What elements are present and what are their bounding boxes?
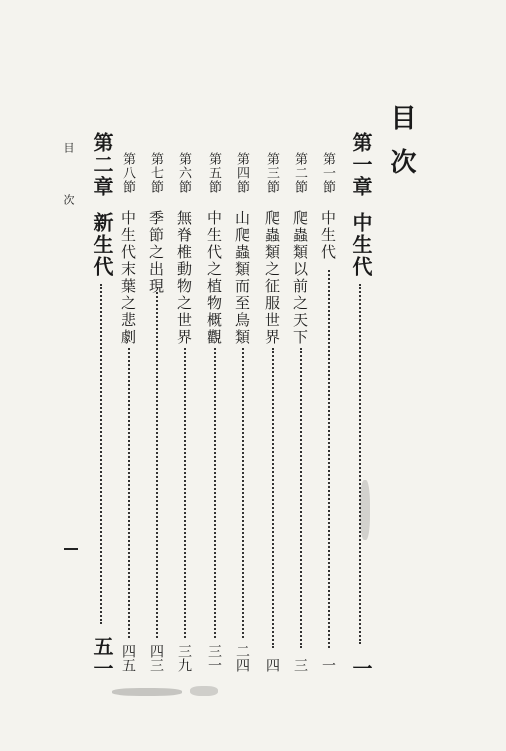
- section-entry: [318, 152, 338, 672]
- section-entry: [262, 152, 282, 672]
- section-title: 季節之出現: [147, 210, 165, 295]
- leader-dots: [272, 348, 274, 648]
- page-number: 三一: [206, 644, 222, 672]
- section-title: 中生代末葉之悲劇: [119, 210, 137, 346]
- page-mark: [64, 548, 78, 550]
- ink-smudge: [360, 480, 370, 540]
- section-label: 第一節: [320, 152, 335, 194]
- section-title: 中生代之植物概觀: [205, 210, 223, 346]
- section-entry: [118, 152, 138, 672]
- page-number: 一: [320, 658, 336, 672]
- page-number: 三九: [176, 644, 192, 672]
- running-header: 目 次: [62, 142, 75, 219]
- leader-dots: [300, 348, 302, 648]
- section-entry: [232, 152, 252, 672]
- leader-dots: [128, 348, 130, 638]
- leader-dots: [214, 348, 216, 638]
- chapter-title: 中生代: [349, 212, 373, 278]
- section-entry: [174, 152, 194, 672]
- chapter-label: 第一章: [349, 132, 373, 198]
- section-title: 爬蟲類之征服世界: [263, 210, 281, 346]
- toc-title: 目次: [386, 104, 416, 192]
- page-number: 三: [292, 658, 308, 672]
- section-label: 第八節: [120, 152, 135, 194]
- ink-smudge: [190, 686, 218, 696]
- section-entry: [290, 152, 310, 672]
- section-title: 中生代: [319, 210, 337, 261]
- page-number: 四三: [148, 644, 164, 672]
- leader-dots: [242, 348, 244, 638]
- chapter-title: 新生代: [90, 212, 114, 278]
- page-number: 四五: [120, 644, 136, 672]
- section-label: 第五節: [206, 152, 221, 194]
- section-label: 第四節: [234, 152, 249, 194]
- section-label: 第六節: [176, 152, 191, 194]
- section-title: 山爬蟲類而至鳥類: [233, 210, 251, 346]
- page-number: 五一: [90, 636, 114, 680]
- section-label: 第七節: [148, 152, 163, 194]
- leader-dots: [100, 284, 102, 624]
- page-number: 二四: [234, 644, 250, 672]
- leader-dots: [156, 292, 158, 638]
- ink-smudge: [112, 688, 182, 696]
- section-title: 爬蟲類以前之天下: [291, 210, 309, 346]
- leader-dots: [184, 348, 186, 638]
- section-entry: [146, 152, 166, 672]
- chapter-1-entry: [345, 132, 373, 680]
- page-number: 四: [264, 658, 280, 672]
- page-number: 一: [349, 658, 373, 680]
- section-label: 第三節: [264, 152, 279, 194]
- leader-dots: [328, 270, 330, 648]
- section-title: 無脊椎動物之世界: [175, 210, 193, 346]
- chapter-2-entry: [86, 132, 114, 680]
- section-label: 第二節: [292, 152, 307, 194]
- section-entry: [204, 152, 224, 672]
- leader-dots: [359, 284, 361, 644]
- chapter-label: 第二章: [90, 132, 114, 198]
